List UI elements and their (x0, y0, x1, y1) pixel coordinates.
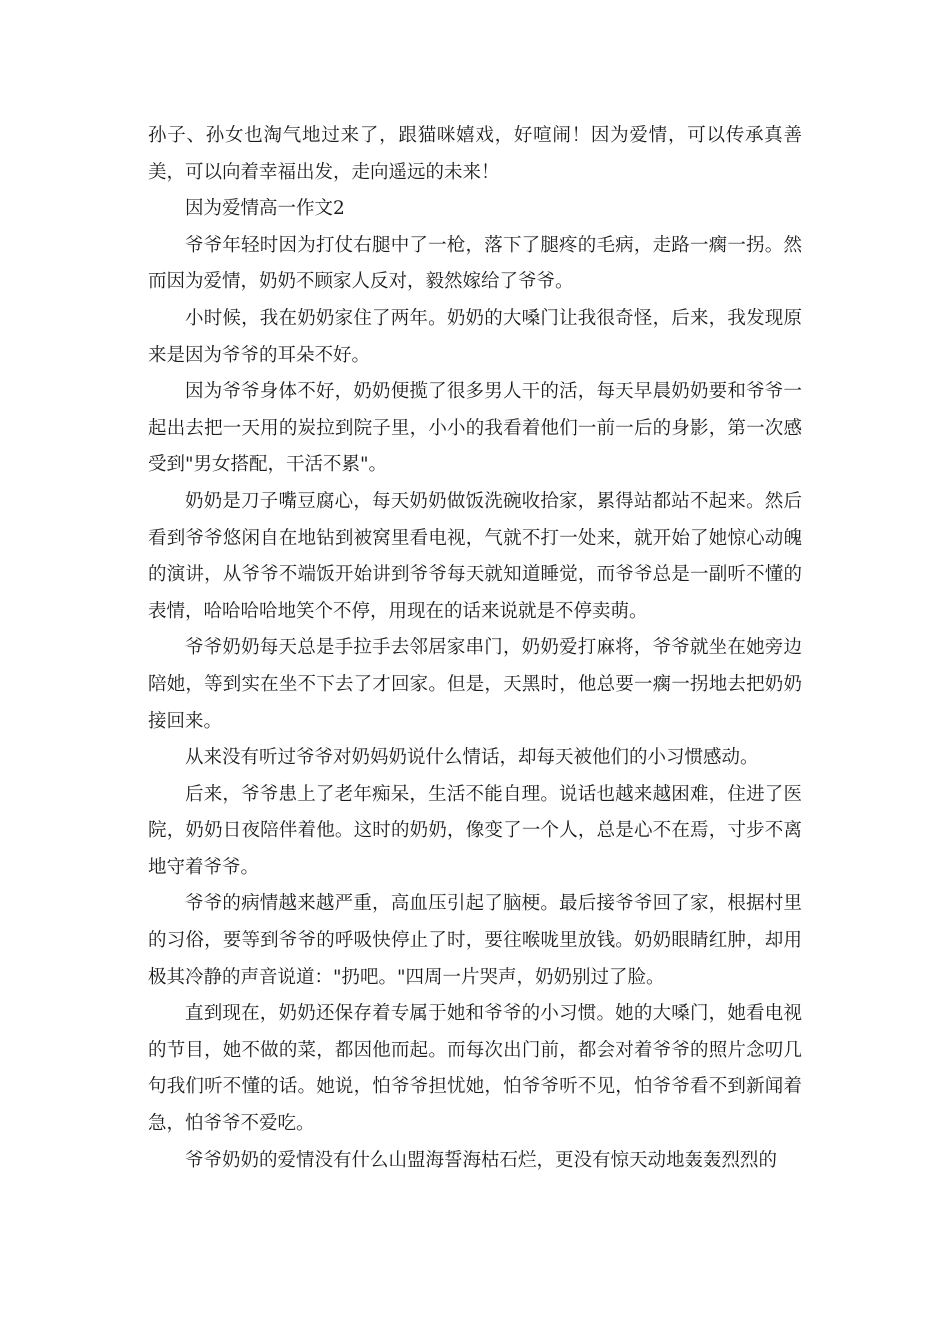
paragraph-11: 爷爷奶奶的爱情没有什么山盟海誓海枯石烂，更没有惊天动地轰轰烈烈的 (185, 1149, 778, 1171)
paragraph-3: 小时候，我在奶奶家住了两年。奶奶的大嗓门让我很奇怪，后来，我发现原来是因为爷爷的耳朵不好。 (148, 307, 802, 366)
paragraph-2: 爷爷年轻时因为打仗右腿中了一枪，落下了腿疼的毛病，走路一瘸一拐。然而因为爱情，奶奶不顾家人反对，毅然嫁给了爷爷。 (148, 234, 802, 293)
document-body (148, 118, 802, 1179)
paragraph-8: 后来，爷爷患上了老年痴呆，生活不能自理。说话也越来越困难，住进了医院，奶奶日夜陪伴着他。这时的奶奶，像变了一个人，总是心不在焉，寸步不离地守着爷爷。 (148, 783, 802, 878)
paragraph-1: 孙子、孙女也淘气地过来了，跟猫咪嬉戏，好喧闹！因为爱情，可以传承真善美，可以向着幸福出发，走向遥远的未来！ (148, 125, 802, 183)
paragraph-6: 爷爷奶奶每天总是手拉手去邻居家串门，奶奶爱打麻将，爷爷就坐在她旁边陪她，等到实在坐不下去了才回家。但是，天黑时，他总要一瘸一拐地去把奶奶接回来。 (148, 637, 802, 732)
paragraph-5: 奶奶是刀子嘴豆腐心，每天奶奶做饭洗碗收拾家，累得站都站不起来。然后看到爷爷悠闲自在地钻到被窝里看电视，气就不打一处来，就开始了她惊心动魄的演讲，从爷爷不端饭开始讲到爷爷每天就知道睡觉，而爷爷总是一副听不懂的表情，哈哈哈哈地笑个不停，用现在的话来说就是不停卖萌。 (148, 490, 802, 622)
paragraph-9: 爷爷的病情越来越严重，高血压引起了脑梗。最后接爷爷回了家，根据村里的习俗，要等到爷爷的呼吸快停止了时，要往喉咙里放钱。奶奶眼睛红肿，却用极其冷静的声音说道："扔吧。"四周一片哭声，奶奶别过了脸。 (148, 893, 802, 988)
paragraph-4: 因为爷爷身体不好，奶奶便揽了很多男人干的活，每天早晨奶奶要和爷爷一起出去把一天用的炭拉到院子里，小小的我看着他们一前一后的身影，第一次感受到"男女搭配，干活不累"。 (148, 381, 802, 476)
paragraph-10: 直到现在，奶奶还保存着专属于她和爷爷的小习惯。她的大嗓门，她看电视的节目，她不做的菜，都因他而起。而每次出门前，都会对着爷爷的照片念叨几句我们听不懂的话。她说，怕爷爷担忧她，怕爷爷听不见，怕爷爷看不到新闻着急，怕爷爷不爱吃。 (148, 1003, 802, 1135)
paragraph-7: 从来没有听过爷爷对奶妈奶说什么情话，却每天被他们的小习惯感动。 (185, 747, 759, 769)
section-heading: 因为爱情高一作文2 (185, 198, 345, 220)
